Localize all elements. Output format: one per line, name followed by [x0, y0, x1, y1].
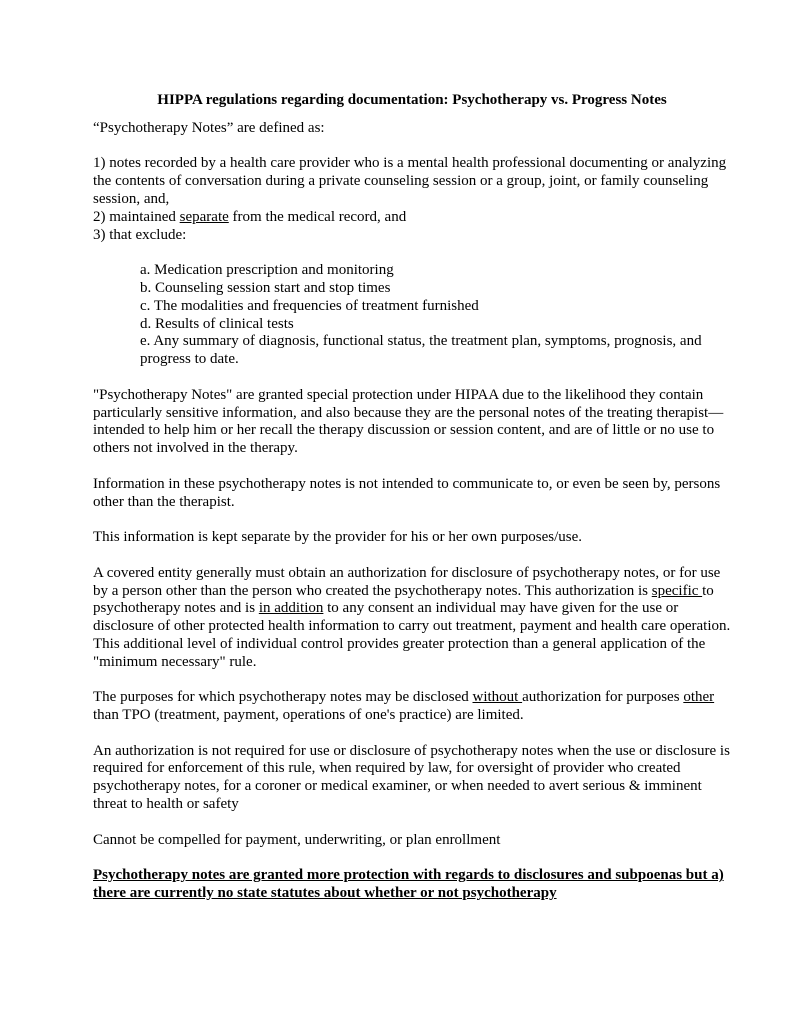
exclusion-list	[140, 262, 731, 369]
definition-intro: “Psychotherapy Notes” are defined as:	[93, 119, 325, 136]
purposes-text: The purposes for which psychotherapy notes may be disclosed	[93, 689, 473, 706]
list-item: a. Medication prescription and monitoring	[140, 262, 394, 279]
separate-underlined: separate	[179, 208, 229, 225]
authorization-text-end: to any consent an individual may have given for the use or disclosure of other protected health information to carry out treatment, payment and health care operation. This additional level of individual control provides greater protection than a general application of the "minimum necessary" rule.	[93, 600, 731, 670]
list-item: c. The modalities and frequencies of treatment furnished	[140, 297, 479, 314]
list-item: d. Results of clinical tests	[140, 315, 294, 332]
criterion-2	[93, 209, 731, 227]
authorization-text: A covered entity generally must obtain an authorization for disclosure of psychotherapy notes, or for use by a person other than the person who created the psychotherapy notes. This authorization is	[93, 564, 721, 599]
purposes-text-end: than TPO (treatment, payment, operations of one's practice) are limited.	[93, 707, 524, 724]
paragraph-purposes	[93, 689, 731, 725]
list-item: b. Counseling session start and stop times	[140, 279, 391, 296]
paragraph-compelled: Cannot be compelled for payment, underwriting, or plan enrollment	[93, 831, 501, 848]
without-underlined: without	[472, 689, 523, 706]
page-title: HIPPA regulations regarding documentation: Psychotherapy vs. Progress Notes	[157, 92, 667, 108]
criterion-2-rest: from the medical record, and	[228, 208, 407, 225]
paragraph-protection: "Psychotherapy Notes" are granted special protection under HIPAA due to the likelihood they contain particularly sensitive information, and also because they are the personal notes of the treating therapist— intended to help him or her recall the therapy discussion or session content, and are of little or no use to others not involved in the therapy.	[93, 386, 724, 457]
criterion-1: 1) notes recorded by a health care provider who is a mental health professional documenting or analyzing the contents of conversation during a private counseling session or a group, joint, or family counseling session, and,	[93, 155, 727, 207]
paragraph-not-intended: Information in these psychotherapy notes is not intended to communicate to, or even be seen by, persons other than the therapist.	[93, 475, 721, 510]
in-addition-underlined: in addition	[258, 600, 324, 617]
specific-underlined: specific	[651, 582, 703, 599]
criterion-3: 3) that exclude:	[93, 226, 187, 243]
authorization-text-mid: to psychotherapy notes and is	[93, 582, 714, 617]
list-item: e. Any summary of diagnosis, functional status, the treatment plan, symptoms, prognosis, and progress to date.	[140, 333, 702, 368]
paragraph-authorization	[93, 565, 731, 672]
paragraph-kept-separate: This information is kept separate by the provider for his or her own purposes/use.	[93, 529, 583, 546]
paragraph-not-required: An authorization is not required for use or disclosure of psychotherapy notes when the use or disclosure is required for enforcement of this rule, when required by law, for oversight of provider who created psychotherapy notes, for a coroner or medical examiner, or when needed to avert serious & imminent threat to health or safety	[93, 742, 730, 813]
criterion-2-text: 2) maintained	[93, 208, 180, 225]
purposes-text-mid: authorization for purposes	[522, 689, 684, 706]
other-underlined: other	[683, 689, 715, 706]
paragraph-bold-protection: Psychotherapy notes are granted more protection with regards to disclosures and subpoenas but a) there are currently no state statutes about whether or not psychotherapy	[93, 867, 724, 902]
